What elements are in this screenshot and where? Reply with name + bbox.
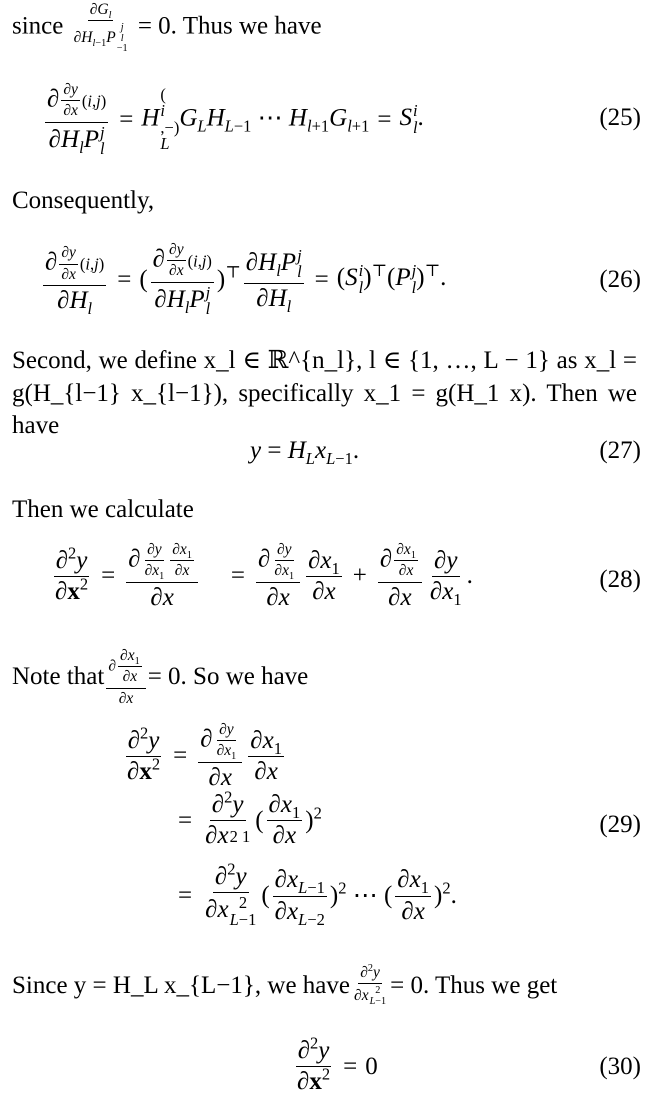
text-so-we-have: = 0. So we have	[147, 663, 309, 691]
paragraph-note-that	[12, 648, 308, 707]
equation-25-body: ∂ $\frac{\partial y}{\partial x}$ (i,j) $\partial H_lP$ j l = H( i ,−) L $G_LH_{L-1}$ ⋯ $H_{l+1}G_{l+1}$ = S i l .	[47, 81, 424, 159]
paragraph-second-define: Second, we define x_l ∈ ℝ^{n_l}, l ∈ {1, …, L − 1} as x_l = g(H_{l−1} x_{l−1}), specifically x_1 = g(H_1 x). Then we have	[12, 347, 637, 439]
inline-frac-dG-dHP: $\partial G_l$ $\partial H_{l-1}P$ j l −1	[73, 1, 128, 54]
paragraph-line-1	[12, 2, 322, 54]
inline-frac-d-dx1dx-dx: ∂ $\frac{\partial x_1}{\partial x}$ ∂x	[106, 648, 145, 707]
equation-27-body: $y = H_Lx_{L-1}$.	[250, 437, 360, 468]
equation-29-row-3: = ∂$^2$y ∂x 2 L−1 ( $\partial x_{L-1}$ $\partial x_{L-2}$ )$^2$ ⋯ ( $\partial x_1$ ∂x )$^2$.	[178, 859, 457, 929]
paragraph-then-calc: Then we calculate	[12, 496, 194, 523]
text-thus-we-have: = 0. Thus we have	[137, 12, 322, 40]
equation-26-body: ∂ $\frac{\partial y}{\partial x}$ (i,j) $\partial H_l$ = ( ∂ $\frac{\partial y}{\partial x}$ (i,j) $\partial H_lP$ j l )⊤ $\partial H_lP$ j l $\partial H_l$ = (S i l )⊤(P j l )⊤.	[45, 241, 447, 319]
equation-number-26: (26)	[599, 266, 641, 293]
paragraph-since-y	[12, 962, 558, 1007]
equation-number-25: (25)	[599, 104, 641, 131]
equation-30-body: $\frac{\partial^2y}{\partial x^2}$ = 0	[297, 1033, 378, 1096]
equation-number-30: (30)	[599, 1053, 641, 1080]
equation-29-row-1: $\frac{\partial^2y}{\partial x^2}$ = ∂ $\frac{\partial y}{\partial x_1}$ ∂x $\partial x_1$ ∂x	[127, 721, 282, 791]
equation-number-27: (27)	[599, 437, 641, 464]
text-note-that: Note that	[12, 663, 105, 691]
equation-29-row-2: = $\frac{\partial^2y}{\partial x2 1}$ ( $\partial x_1$ ∂x )$^2$	[178, 787, 322, 850]
text-thus-we-get: = 0. Thus we get	[390, 971, 558, 999]
inline-frac-d2y-dxL1: ∂$^2$y ∂x 2 L−1	[354, 962, 387, 1007]
equation-28-body: $\frac{\partial^2y}{\partial x^2}$ = ∂ $\frac{\partial y}{\partial x_1}$ $\frac{\partial x_1}{\partial x}$ ∂x = ∂ $\frac{\partial y}{\partial x_1}$ ∂x $\partial x_1$ ∂x + ∂ $\frac{\partial x_1}{\partial x}$ ∂x ∂y $\partial x_1$ .	[55, 541, 473, 611]
equation-number-29: (29)	[599, 811, 641, 838]
equation-number-28: (28)	[599, 566, 641, 593]
text-since-y: Since y = H_L x_{L−1}, we have	[12, 971, 351, 999]
text-since: since	[12, 12, 64, 40]
paragraph-consequently: Consequently,	[12, 187, 155, 214]
